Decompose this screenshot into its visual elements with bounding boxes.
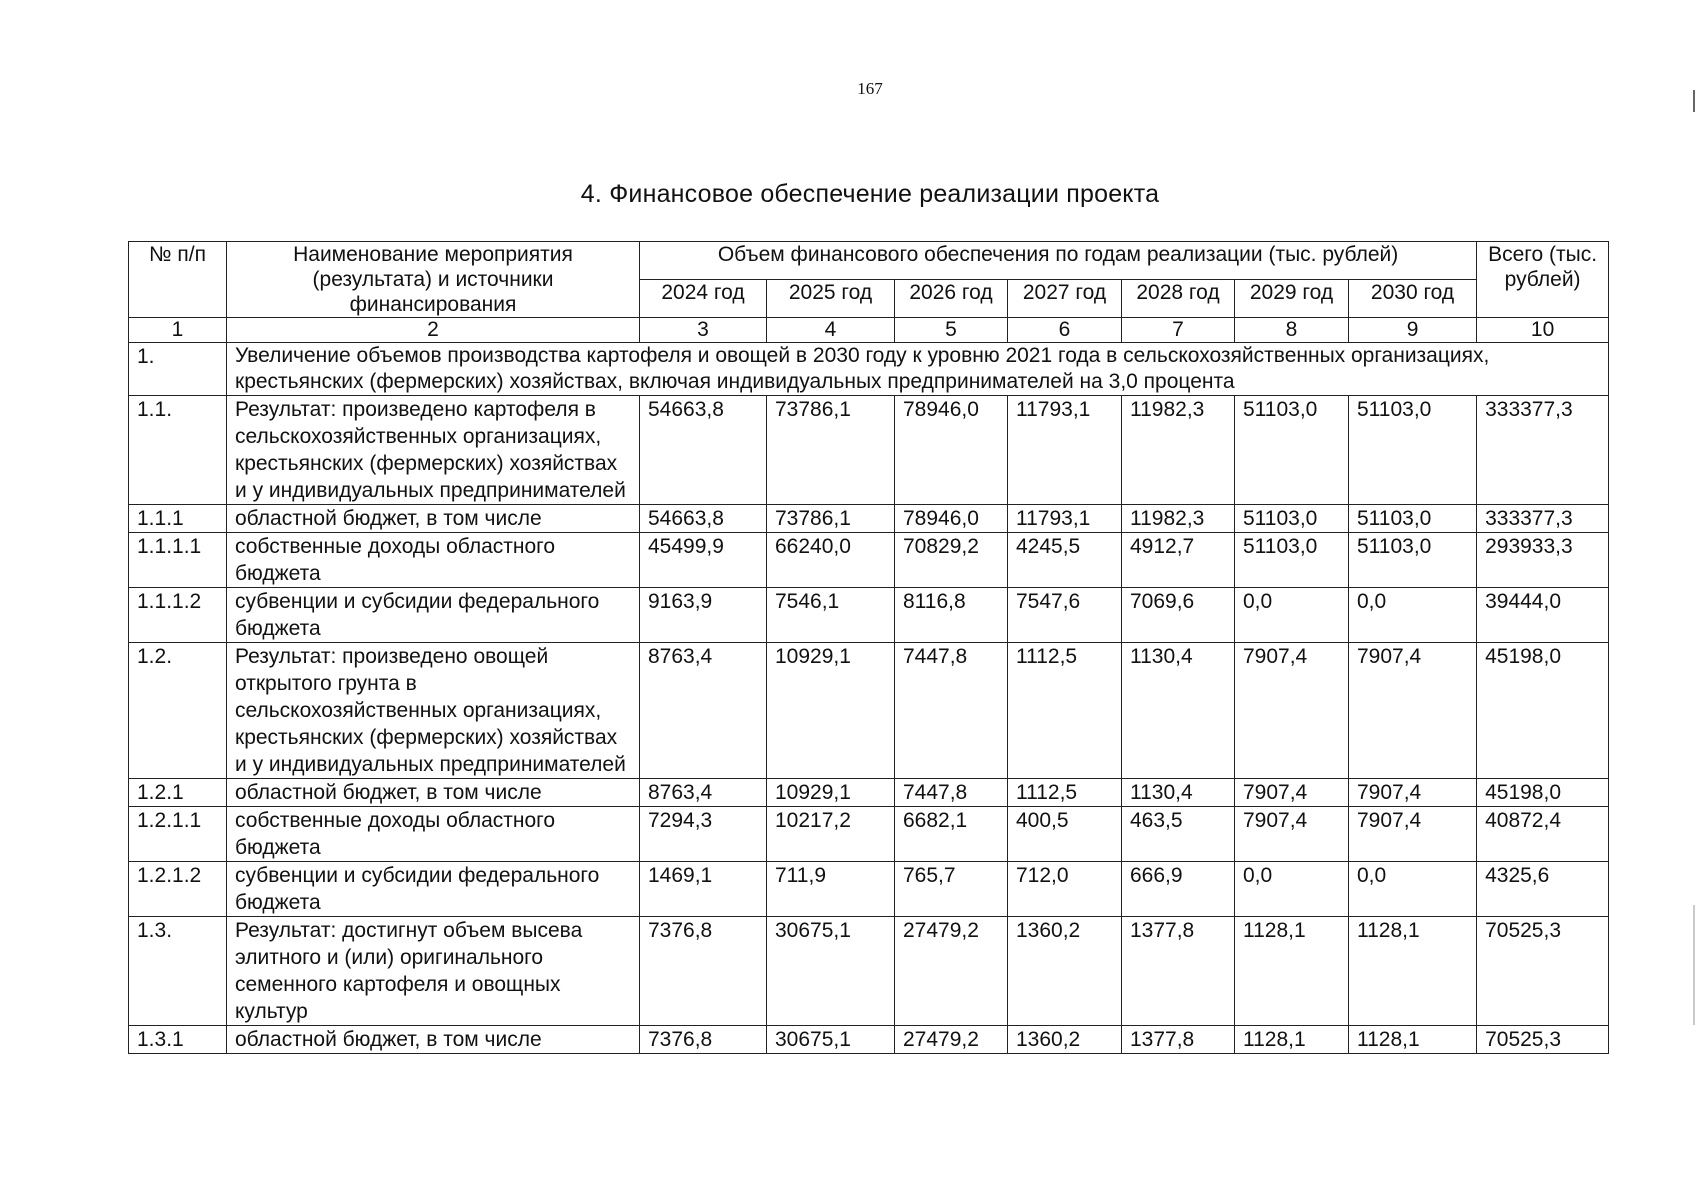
row-name: областной бюджет, в том числе	[227, 505, 640, 533]
row-name: субвенции и субсидии федерального бюджета	[227, 862, 640, 917]
row-total: 333377,3	[1477, 505, 1609, 533]
column-number: 8	[1235, 318, 1349, 343]
header-year: 2029 год	[1235, 280, 1349, 318]
row-number: 1.3.1	[129, 1026, 227, 1054]
row-number: 1.3.	[129, 917, 227, 1026]
row-year-value: 51103,0	[1235, 533, 1349, 588]
row-number: 1.1.1	[129, 505, 227, 533]
row-year-value: 7907,4	[1235, 807, 1349, 862]
row-year-value: 666,9	[1122, 862, 1235, 917]
row-year-value: 7907,4	[1235, 643, 1349, 779]
document-title: 4. Финансовое обеспечение реализации проекта	[580, 180, 1160, 208]
row-year-value: 1469,1	[640, 862, 767, 917]
row-year-value: 11793,1	[1008, 505, 1122, 533]
row-year-value: 0,0	[1235, 588, 1349, 643]
row-year-value: 1112,5	[1008, 643, 1122, 779]
row-year-value: 51103,0	[1349, 533, 1477, 588]
row-year-value: 54663,8	[640, 505, 767, 533]
table-row	[129, 917, 1609, 1026]
row-year-value: 30675,1	[767, 917, 895, 1026]
row-year-value: 27479,2	[895, 917, 1008, 1026]
table-row	[129, 533, 1609, 588]
row-year-value: 1377,8	[1122, 1026, 1235, 1054]
table-row	[129, 1026, 1609, 1054]
row-total: 39444,0	[1477, 588, 1609, 643]
row-year-value: 1130,4	[1122, 643, 1235, 779]
row-year-value: 1130,4	[1122, 779, 1235, 807]
scan-edge-mark	[1693, 90, 1695, 112]
column-number: 1	[129, 318, 227, 343]
row-year-value: 10217,2	[767, 807, 895, 862]
row-name: Результат: произведено овощей открытого грунта в сельскохозяйственных организациях, крестьянских (фермерских) хозяйствах и у индивидуальных предпринимателей	[227, 643, 640, 779]
row-total: 333377,3	[1477, 396, 1609, 505]
row-year-value: 73786,1	[767, 396, 895, 505]
table-row	[129, 505, 1609, 533]
row-year-value: 7376,8	[640, 917, 767, 1026]
row-year-value: 765,7	[895, 862, 1008, 917]
row-year-value: 7547,6	[1008, 588, 1122, 643]
row-year-value: 0,0	[1349, 588, 1477, 643]
header-year: 2028 год	[1122, 280, 1235, 318]
row-total: 70525,3	[1477, 1026, 1609, 1054]
row-year-value: 7546,1	[767, 588, 895, 643]
row-total: 45198,0	[1477, 643, 1609, 779]
header-volume: Объем финансового обеспечения по годам реализации (тыс. рублей)	[640, 242, 1477, 280]
row-year-value: 400,5	[1008, 807, 1122, 862]
row-year-value: 7069,6	[1122, 588, 1235, 643]
row-year-value: 73786,1	[767, 505, 895, 533]
row-year-value: 1112,5	[1008, 779, 1122, 807]
row-year-value: 30675,1	[767, 1026, 895, 1054]
header-year: 2030 год	[1349, 280, 1477, 318]
page-number: 167	[857, 79, 883, 98]
row-year-value: 6682,1	[895, 807, 1008, 862]
row-year-value: 1377,8	[1122, 917, 1235, 1026]
row-year-value: 4245,5	[1008, 533, 1122, 588]
table-row	[129, 643, 1609, 779]
row-total: 40872,4	[1477, 807, 1609, 862]
header-row-1	[129, 242, 1609, 280]
row-year-value: 1360,2	[1008, 1026, 1122, 1054]
row-year-value: 7376,8	[640, 1026, 767, 1054]
row-year-value: 712,0	[1008, 862, 1122, 917]
table-row	[129, 862, 1609, 917]
row-year-value: 0,0	[1235, 862, 1349, 917]
column-number-row	[129, 318, 1609, 343]
header-no: № п/п	[129, 242, 227, 318]
row-year-value: 11982,3	[1122, 505, 1235, 533]
row-year-value: 7447,8	[895, 779, 1008, 807]
row-number: 1.1.1.2	[129, 588, 227, 643]
row-year-value: 1128,1	[1349, 1026, 1477, 1054]
column-number: 7	[1122, 318, 1235, 343]
row-number: 1.2.	[129, 643, 227, 779]
row-year-value: 10929,1	[767, 779, 895, 807]
row-year-value: 78946,0	[895, 505, 1008, 533]
row-name: собственные доходы областного бюджета	[227, 533, 640, 588]
row-name: собственные доходы областного бюджета	[227, 807, 640, 862]
row-year-value: 8116,8	[895, 588, 1008, 643]
header-year: 2025 год	[767, 280, 895, 318]
row-year-value: 1360,2	[1008, 917, 1122, 1026]
header-name: Наименование мероприятия (результата) и источники финансирования	[227, 242, 640, 318]
column-number: 3	[640, 318, 767, 343]
row-number: 1.1.1.1	[129, 533, 227, 588]
row-year-value: 7447,8	[895, 643, 1008, 779]
row-year-value: 51103,0	[1349, 505, 1477, 533]
row-year-value: 51103,0	[1235, 396, 1349, 505]
row-year-value: 463,5	[1122, 807, 1235, 862]
row-total: 45198,0	[1477, 779, 1609, 807]
column-number: 2	[227, 318, 640, 343]
table-row	[129, 588, 1609, 643]
row-number: 1.2.1	[129, 779, 227, 807]
header-year: 2024 год	[640, 280, 767, 318]
row-total: 70525,3	[1477, 917, 1609, 1026]
row-year-value: 7907,4	[1349, 807, 1477, 862]
row-year-value: 51103,0	[1235, 505, 1349, 533]
scan-edge-mark	[1693, 905, 1695, 1025]
row-name: субвенции и субсидии федерального бюджета	[227, 588, 640, 643]
row-year-value: 51103,0	[1349, 396, 1477, 505]
table-row	[129, 807, 1609, 862]
row-number: 1.2.1.1	[129, 807, 227, 862]
row-year-value: 0,0	[1349, 862, 1477, 917]
row-year-value: 1128,1	[1235, 917, 1349, 1026]
row-year-value: 54663,8	[640, 396, 767, 505]
column-number: 4	[767, 318, 895, 343]
column-number: 9	[1349, 318, 1477, 343]
row-year-value: 8763,4	[640, 643, 767, 779]
row-year-value: 711,9	[767, 862, 895, 917]
row-number: 1.1.	[129, 396, 227, 505]
financing-table	[128, 241, 1609, 1054]
header-year: 2027 год	[1008, 280, 1122, 318]
row-year-value: 78946,0	[895, 396, 1008, 505]
section-number: 1.	[129, 343, 227, 396]
row-year-value: 7294,3	[640, 807, 767, 862]
row-name: областной бюджет, в том числе	[227, 779, 640, 807]
row-year-value: 45499,9	[640, 533, 767, 588]
row-year-value: 9163,9	[640, 588, 767, 643]
row-total: 4325,6	[1477, 862, 1609, 917]
table-row	[129, 396, 1609, 505]
row-year-value: 10929,1	[767, 643, 895, 779]
row-name: Результат: достигнут объем высева элитного и (или) оригинального семенного картофеля и овощных культур	[227, 917, 640, 1026]
row-year-value: 7907,4	[1235, 779, 1349, 807]
row-year-value: 1128,1	[1349, 917, 1477, 1026]
column-number: 6	[1008, 318, 1122, 343]
row-year-value: 7907,4	[1349, 779, 1477, 807]
section-row	[129, 343, 1609, 396]
section-text: Увеличение объемов производства картофеля и овощей в 2030 году к уровню 2021 года в сельскохозяйственных организациях, крестьянских (фермерских) хозяйствах, включая индивидуальных предпринимателей на 3,0 процента	[227, 343, 1609, 396]
column-number: 10	[1477, 318, 1609, 343]
header-year: 2026 год	[895, 280, 1008, 318]
header-total: Всего (тыс. рублей)	[1477, 242, 1609, 318]
row-year-value: 66240,0	[767, 533, 895, 588]
column-number: 5	[895, 318, 1008, 343]
row-year-value: 11793,1	[1008, 396, 1122, 505]
row-year-value: 4912,7	[1122, 533, 1235, 588]
row-number: 1.2.1.2	[129, 862, 227, 917]
row-year-value: 11982,3	[1122, 396, 1235, 505]
row-year-value: 27479,2	[895, 1026, 1008, 1054]
row-name: областной бюджет, в том числе	[227, 1026, 640, 1054]
row-year-value: 70829,2	[895, 533, 1008, 588]
row-year-value: 7907,4	[1349, 643, 1477, 779]
row-year-value: 1128,1	[1235, 1026, 1349, 1054]
table-row	[129, 779, 1609, 807]
row-year-value: 8763,4	[640, 779, 767, 807]
row-name: Результат: произведено картофеля в сельскохозяйственных организациях, крестьянских (фермерских) хозяйствах и у индивидуальных предпринимателей	[227, 396, 640, 505]
row-total: 293933,3	[1477, 533, 1609, 588]
